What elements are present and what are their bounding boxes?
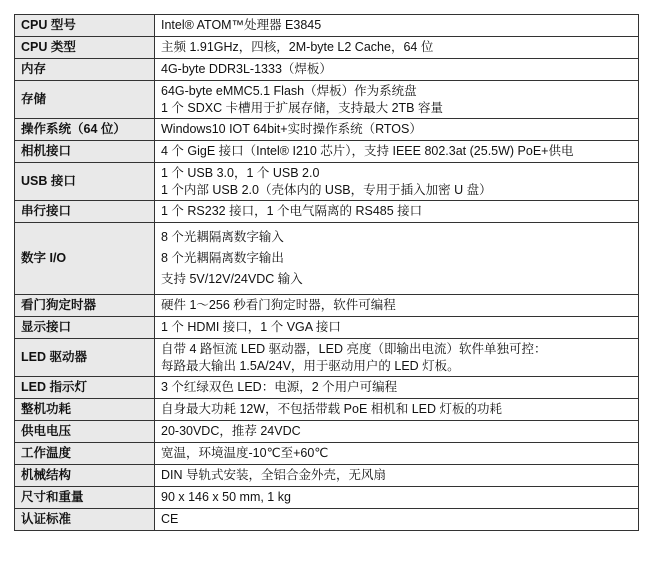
value-line: 每路最大输出 1.5A/24V，用于驱动用户的 LED 灯板。: [161, 358, 460, 373]
value-line: 1 个内部 USB 2.0（壳体内的 USB，专用于插入加密 U 盘）: [161, 182, 492, 197]
value-line: 8 个光耦隔离数字输入: [161, 229, 284, 244]
table-row: [15, 443, 639, 465]
row-label: CPU 型号: [15, 15, 155, 37]
value-line: 20-30VDC，推荐 24VDC: [161, 424, 301, 438]
value-line: DIN 导轨式安装，全铝合金外壳，无风扇: [161, 468, 387, 482]
table-row: [15, 421, 639, 443]
table-row: [15, 377, 639, 399]
value-line: 1 个 USB 3.0，1 个 USB 2.0: [161, 165, 320, 180]
row-value: [155, 487, 639, 509]
value-line: 4G-byte DDR3L-1333（焊板）: [161, 62, 332, 76]
table-row: [15, 223, 639, 295]
row-value: [155, 421, 639, 443]
table-row: [15, 15, 639, 37]
value-line: 自带 4 路恒流 LED 驱动器，LED 亮度（即输出电流）软件单独可控：: [161, 341, 547, 356]
row-label: 看门狗定时器: [15, 295, 155, 317]
value-line: 8 个光耦隔离数字输出: [161, 250, 284, 265]
table-row: [15, 339, 639, 377]
table-row: [15, 119, 639, 141]
value-line: Intel® ATOM™处理器 E3845: [161, 18, 322, 32]
row-label: 显示接口: [15, 317, 155, 339]
row-value: [155, 59, 639, 81]
value-line: CE: [161, 512, 179, 526]
table-row: [15, 141, 639, 163]
row-value: [155, 399, 639, 421]
value-line: 90 x 146 x 50 mm, 1 kg: [161, 490, 291, 504]
spec-table-body: [15, 15, 639, 531]
row-label: 数字 I/O: [15, 223, 155, 295]
row-label: 内存: [15, 59, 155, 81]
row-label: 操作系统（64 位）: [15, 119, 155, 141]
table-row: [15, 509, 639, 531]
row-value: [155, 201, 639, 223]
table-row: [15, 37, 639, 59]
row-label: USB 接口: [15, 163, 155, 201]
row-label: 工作温度: [15, 443, 155, 465]
table-row: [15, 163, 639, 201]
table-row: [15, 201, 639, 223]
row-label: 机械结构: [15, 465, 155, 487]
value-line: Windows10 IOT 64bit+实时操作系统（RTOS）: [161, 122, 422, 136]
spec-table: [14, 14, 639, 531]
row-label: 串行接口: [15, 201, 155, 223]
row-value: [155, 141, 639, 163]
row-value: [155, 163, 639, 201]
row-label: CPU 类型: [15, 37, 155, 59]
table-row: [15, 81, 639, 119]
value-line: 1 个 RS232 接口，1 个电气隔离的 RS485 接口: [161, 204, 423, 218]
row-label: 尺寸和重量: [15, 487, 155, 509]
row-label: 认证标准: [15, 509, 155, 531]
row-label: 供电电压: [15, 421, 155, 443]
row-value: [155, 443, 639, 465]
table-row: [15, 487, 639, 509]
row-value: [155, 509, 639, 531]
row-value: [155, 15, 639, 37]
table-row: [15, 317, 639, 339]
row-label: 整机功耗: [15, 399, 155, 421]
value-line: 1 个 SDXC 卡槽用于扩展存储，支持最大 2TB 容量: [161, 100, 443, 115]
row-value: [155, 81, 639, 119]
row-label: 相机接口: [15, 141, 155, 163]
row-value: [155, 339, 639, 377]
row-value: [155, 223, 639, 295]
row-value: [155, 377, 639, 399]
row-label: 存储: [15, 81, 155, 119]
row-value: [155, 465, 639, 487]
table-row: [15, 399, 639, 421]
row-label: LED 驱动器: [15, 339, 155, 377]
value-line: 宽温，环境温度-10℃至+60℃: [161, 446, 329, 460]
row-value: [155, 37, 639, 59]
row-value: [155, 119, 639, 141]
value-line: 主频 1.91GHz，四核，2M-byte L2 Cache，64 位: [161, 40, 434, 54]
value-line: 硬件 1～256 秒看门狗定时器，软件可编程: [161, 298, 396, 312]
value-line: 支持 5V/12V/24VDC 输入: [161, 271, 303, 286]
value-line: 1 个 HDMI 接口，1 个 VGA 接口: [161, 320, 341, 334]
row-value: [155, 295, 639, 317]
value-line: 4 个 GigE 接口（Intel® I210 芯片），支持 IEEE 802.3at (25.5W) PoE+供电: [161, 144, 574, 158]
table-row: [15, 59, 639, 81]
value-line: 3 个红绿双色 LED：电源，2 个用户可编程: [161, 380, 398, 394]
row-label: LED 指示灯: [15, 377, 155, 399]
value-line: 自身最大功耗 12W，不包括带载 PoE 相机和 LED 灯板的功耗: [161, 402, 503, 416]
table-row: [15, 295, 639, 317]
value-line: 64G-byte eMMC5.1 Flash（焊板）作为系统盘: [161, 83, 417, 98]
table-row: [15, 465, 639, 487]
row-value: [155, 317, 639, 339]
